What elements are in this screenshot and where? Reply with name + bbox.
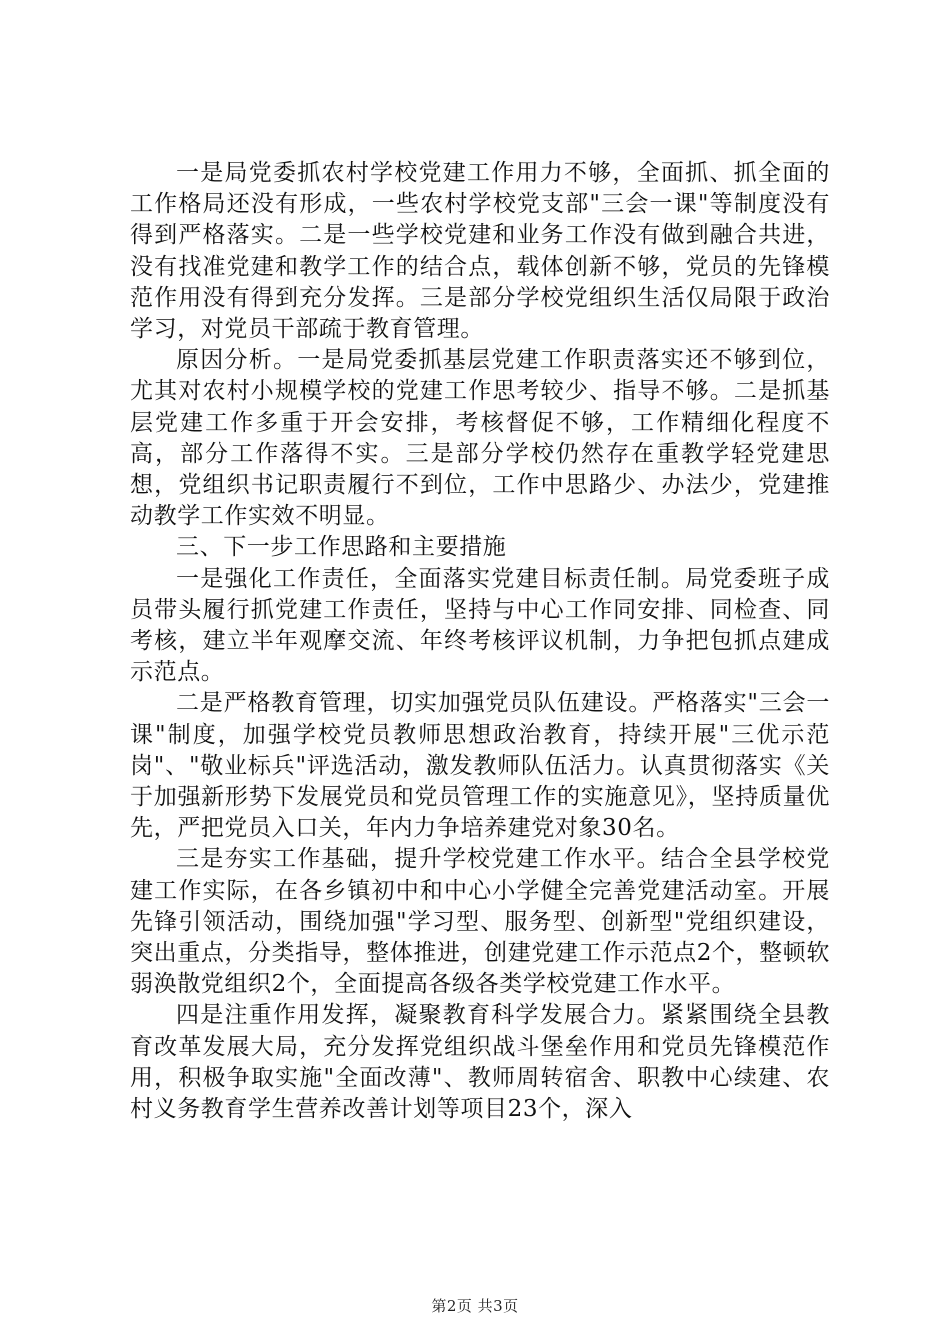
paragraph-measure-4: 四是注重作用发挥，凝聚教育科学发展合力。紧紧围绕全县教育改革发展大局，充分发挥党组织战斗堡垒作用和党员先锋模范作用，积极争取实施"全面改薄"、教师周转宿舍、职教中心续建、农村义务教育学生营养改善计划等项目23个，深入 [130,1002,830,1123]
paragraph-cause-analysis: 原因分析。一是局党委抓基层党建工作职责落实还不够到位，尤其对农村小规模学校的党建工作思考较少、指导不够。二是抓基层党建工作多重于开会安排，考核督促不够，工作精细化程度不高，部分工作落得不实。三是部分学校仍然存在重教学轻党建思想，党组织书记职责履行不到位，工作中思路少、办法少，党建推动教学工作实效不明显。 [130,347,830,530]
section-heading-next-steps: 三、下一步工作思路和主要措施 [176,534,507,561]
paragraph-problems: 一是局党委抓农村学校党建工作用力不够，全面抓、抓全面的工作格局还没有形成，一些农村学校党支部"三会一课"等制度没有得到严格落实。二是一些学校党建和业务工作没有做到融合共进，没有找准党建和教学工作的结合点，载体创新不够，党员的先锋模范作用没有得到充分发挥。三是部分学校党组织生活仅局限于政治学习，对党员干部疏于教育管理。 [130,160,830,343]
document-body [130,158,830,1125]
page-number-footer: 第2页 共3页 [431,1297,519,1315]
paragraph-measure-1: 一是强化工作责任，全面落实党建目标责任制。局党委班子成员带头履行抓党建工作责任，坚持与中心工作同安排、同检查、同考核，建立半年观摩交流、年终考核评议机制，力争把包抓点建成示范点。 [130,565,830,686]
paragraph-measure-3: 三是夯实工作基础，提升学校党建工作水平。结合全县学校党建工作实际，在各乡镇初中和中心小学健全完善党建活动室。开展先锋引领活动，围绕加强"学习型、服务型、创新型"党组织建设，突出重点，分类指导，整体推进，创建党建工作示范点2个，整顿软弱涣散党组织2个，全面提高各级各类学校党建工作水平。 [130,846,830,998]
paragraph-measure-2: 二是严格教育管理，切实加强党员队伍建设。严格落实"三会一课"制度，加强学校党员教师思想政治教育，持续开展"三优示范岗"、"敬业标兵"评选活动，激发教师队伍活力。认真贯彻落实《关于加强新形势下发展党员和党员管理工作的实施意见》，坚持质量优先，严把党员入口关，年内力争培养建党对象30名。 [130,690,830,842]
